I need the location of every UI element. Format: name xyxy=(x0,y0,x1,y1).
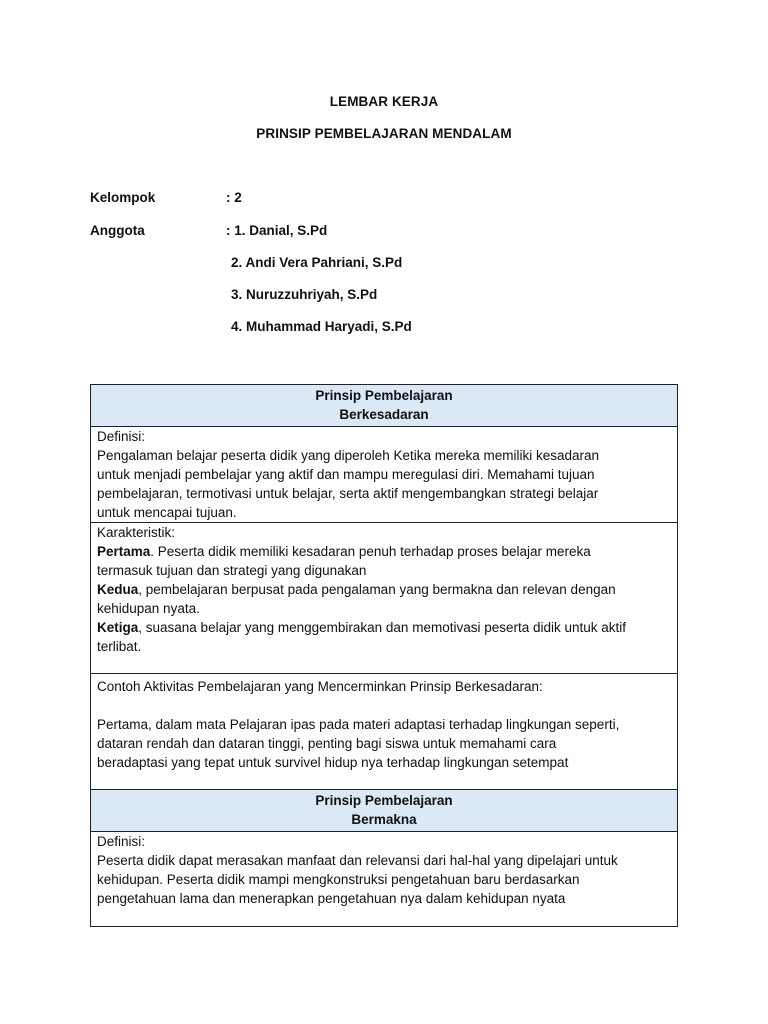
karakteristik-keyword: Kedua xyxy=(97,582,139,597)
karakteristik-row xyxy=(91,523,678,674)
definisi-text: pengetahuan lama dan menerapkan pengetahuan nya dalam kehidupan nyata xyxy=(97,891,566,906)
definisi-text: kehidupan. Peserta didik mampi mengkonstruksi pengetahuan baru berdasarkan xyxy=(97,872,580,887)
definisi-row xyxy=(91,427,678,523)
definisi-cell xyxy=(91,427,678,523)
contoh-text: beradaptasi yang tepat untuk survivel hidup nya terhadap lingkungan setempat xyxy=(97,755,569,770)
header-line: Berkesadaran xyxy=(339,407,429,422)
karakteristik-cell xyxy=(91,523,678,674)
karakteristik-keyword: Pertama xyxy=(97,544,151,559)
contoh-row xyxy=(91,674,678,790)
karakteristik-item xyxy=(97,618,671,637)
definisi-text: untuk mencapai tujuan. xyxy=(97,505,237,520)
kelompok-value: : 2 xyxy=(226,190,242,205)
principles-table xyxy=(90,384,678,927)
definisi-cell xyxy=(91,832,678,927)
header-line: Prinsip Pembelajaran xyxy=(315,793,453,808)
member-item: 3. Nuruzzuhriyah, S.Pd xyxy=(231,287,378,302)
definisi-text: untuk menjadi pembelajar yang aktif dan mampu meregulasi diri. Memahami tujuan xyxy=(97,467,595,482)
section-header-row xyxy=(91,385,678,427)
section-header-row xyxy=(91,790,678,832)
karakteristik-label: Karakteristik: xyxy=(97,525,176,540)
definisi-label: Definisi: xyxy=(97,429,146,444)
contoh-cell xyxy=(91,674,678,790)
karakteristik-text: kehidupan nyata. xyxy=(97,601,200,616)
principle-header-berkesadaran xyxy=(91,385,678,427)
contoh-text: dataran rendah dan dataran tinggi, penting bagi siswa untuk memahami cara xyxy=(97,736,557,751)
karakteristik-text: . Peserta didik memiliki kesadaran penuh terhadap proses belajar mereka xyxy=(150,544,591,559)
karakteristik-text: , suasana belajar yang menggembirakan dan memotivasi peserta didik untuk aktif xyxy=(138,620,627,635)
header-line: Prinsip Pembelajaran xyxy=(315,388,453,403)
header-line: Bermakna xyxy=(351,812,417,827)
karakteristik-text: , pembelajaran berpusat pada pengalaman yang bermakna dan relevan dengan xyxy=(138,582,616,597)
principle-header-bermakna xyxy=(91,790,678,832)
karakteristik-text: termasuk tujuan dan strategi yang digunakan xyxy=(97,563,367,578)
karakteristik-keyword: Ketiga xyxy=(97,620,139,635)
document-title: LEMBAR KERJA xyxy=(329,94,439,109)
definisi-row xyxy=(91,832,678,927)
member-item: 2. Andi Vera Pahriani, S.Pd xyxy=(231,255,403,270)
definisi-text: Pengalaman belajar peserta didik yang diperoleh Ketika mereka memiliki kesadaran xyxy=(97,448,600,463)
definisi-text: pembelajaran, termotivasi untuk belajar, serta aktif mengembangkan strategi belajar xyxy=(97,486,599,501)
karakteristik-item xyxy=(97,542,671,561)
definisi-text: Peserta didik dapat merasakan manfaat dan relevansi dari hal-hal yang dipelajari untuk xyxy=(97,853,618,868)
member-item: 4. Muhammad Haryadi, S.Pd xyxy=(231,319,412,334)
contoh-text: Pertama, dalam mata Pelajaran ipas pada materi adaptasi terhadap lingkungan seperti, xyxy=(97,717,620,732)
document-subtitle: PRINSIP PEMBELAJARAN MENDALAM xyxy=(256,126,512,141)
kelompok-label: Kelompok xyxy=(90,190,156,205)
karakteristik-item xyxy=(97,580,671,599)
definisi-label: Definisi: xyxy=(97,834,146,849)
karakteristik-text: terlibat. xyxy=(97,639,142,654)
contoh-label: Contoh Aktivitas Pembelajaran yang Mencerminkan Prinsip Berkesadaran: xyxy=(97,679,543,694)
anggota-label: Anggota xyxy=(90,223,145,238)
member-item: : 1. Danial, S.Pd xyxy=(226,223,328,238)
